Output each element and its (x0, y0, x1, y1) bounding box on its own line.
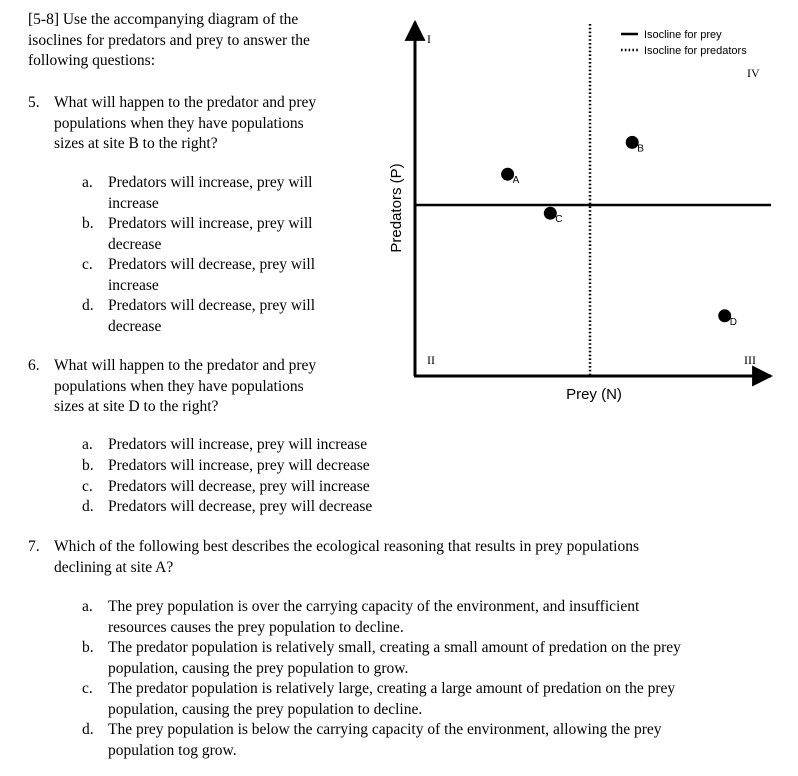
option-letter: d. (82, 498, 94, 515)
option-line: resources causes the prey population to decline. (108, 618, 404, 636)
question-stem (54, 537, 784, 578)
option-line: increase (108, 276, 159, 294)
quadrant-label-i: I (427, 32, 431, 46)
option-line: Predators will decrease, prey will (108, 297, 316, 314)
option-line: population, causing the prey population to decline. (108, 700, 423, 718)
question-5 (28, 93, 368, 343)
data-point-label-c: C (555, 214, 563, 226)
question-stem-line: What will happen to the predator and prey (54, 357, 317, 374)
option-line: decrease (108, 317, 162, 335)
option-text (108, 679, 675, 720)
intro-line: isoclines for predators and prey to answer the (28, 31, 310, 49)
question-6 (28, 356, 428, 521)
intro-line: following questions: (28, 52, 156, 69)
option-letter: d. (82, 297, 94, 314)
option-text: Predators will decrease, prey will decrease (108, 498, 373, 515)
question-stem-line: sizes at site D to the right? (54, 398, 219, 415)
option-line: population, causing the prey population to grow. (108, 659, 409, 677)
question-stem-line: What will happen to the predator and prey (54, 94, 317, 111)
option-line: The prey population is below the carrying capacity of the environment, allowing the prey (108, 721, 662, 738)
isocline-diagram (376, 10, 796, 410)
question-stem-line: populations when they have populations (54, 114, 304, 132)
legend-predator-label: Isocline for predators (644, 45, 747, 57)
y-axis-label: Predators (P) (388, 163, 405, 253)
question-stem-line: populations when they have populations (54, 377, 304, 395)
question-stem-line: Which of the following best describes the ecological reasoning that results in prey populations (54, 538, 639, 555)
option-text (108, 638, 681, 679)
quadrant-label-iii: III (744, 353, 756, 367)
option-text (108, 720, 662, 761)
data-point-label-d: D (729, 316, 737, 328)
question-stem-line: declining at site A? (54, 558, 174, 576)
x-axis-label: Prey (N) (566, 386, 622, 403)
option-letter: a. (82, 436, 93, 453)
option-letter: c. (82, 478, 93, 495)
option-letter: c. (82, 256, 93, 273)
option-line: The prey population is over the carrying capacity of the environment, and insufficient (108, 598, 640, 615)
option-line: Predators will increase, prey will (108, 174, 313, 191)
question-7 (28, 537, 788, 772)
option-text (108, 296, 388, 337)
option-text: Predators will increase, prey will increase (108, 436, 368, 453)
intro-text (28, 10, 310, 72)
option-line: The predator population is relatively large, creating a large amount of predation on the prey (108, 680, 676, 697)
option-letter: c. (82, 680, 93, 697)
option-letter: a. (82, 174, 93, 191)
option-text: Predators will decrease, prey will increase (108, 478, 370, 495)
option-text (108, 255, 388, 296)
option-line: The predator population is relatively small, creating a small amount of predation on the prey (108, 639, 681, 656)
question-stem (54, 93, 316, 155)
option-text (108, 597, 639, 638)
chart-axes (414, 22, 771, 376)
data-point-label-b: B (637, 143, 644, 155)
option-line: Predators will decrease, prey will (108, 256, 316, 273)
question-stem (54, 356, 316, 418)
option-letter: b. (82, 215, 94, 232)
question-number: 7. (28, 538, 40, 555)
quadrant-label-iv: IV (747, 66, 760, 80)
quadrant-label-ii: II (427, 353, 435, 367)
option-text (108, 214, 388, 255)
option-letter: b. (82, 639, 94, 656)
option-letter: b. (82, 457, 94, 474)
option-text: Predators will increase, prey will decrease (108, 457, 370, 474)
question-number: 6. (28, 357, 40, 374)
option-letter: d. (82, 721, 94, 738)
option-text (108, 173, 388, 214)
option-line: decrease (108, 235, 162, 253)
option-letter: a. (82, 598, 93, 615)
legend (621, 29, 747, 57)
question-stem-line: sizes at site B to the right? (54, 135, 218, 152)
data-points (501, 136, 737, 328)
option-line: increase (108, 194, 159, 212)
option-line: Predators will increase, prey will (108, 215, 313, 232)
question-number: 5. (28, 94, 40, 111)
data-point-label-a: A (512, 175, 520, 187)
option-line: population tog grow. (108, 741, 237, 759)
legend-prey-label: Isocline for prey (644, 29, 722, 41)
intro-line: [5-8] Use the accompanying diagram of the (28, 11, 299, 28)
